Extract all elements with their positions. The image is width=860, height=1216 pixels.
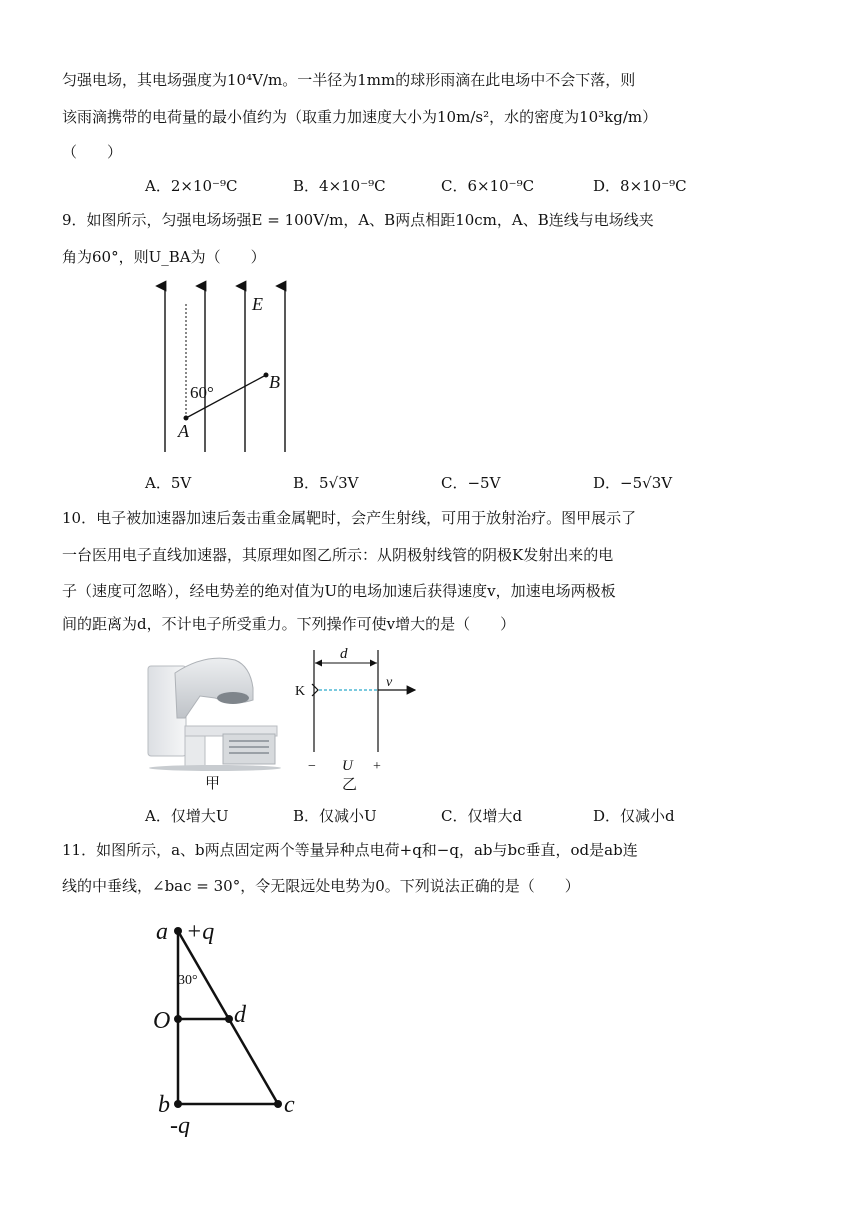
q10-line-4: 间的距离为d，不计电子所受重力。下列操作可使v增大的是（ ） <box>62 615 516 633</box>
point-o-label: O <box>153 1008 171 1034</box>
angle-label: 60° <box>190 383 214 402</box>
point-a-label: A <box>178 421 189 441</box>
q10-option-c: C．仅增大d <box>441 807 523 825</box>
q11-line-2: 线的中垂线，∠bac = 30°，令无限远处电势为0。下列说法正确的是（ ） <box>62 877 580 895</box>
velocity-label: v <box>386 675 393 690</box>
point-c-dot <box>274 1100 282 1108</box>
voltage-u-label: U <box>342 758 353 774</box>
distance-d-label: d <box>340 646 348 662</box>
q10-option-a: A．仅增大U <box>145 807 229 825</box>
q11-line-1: 11．如图所示，a、b两点固定两个等量异种点电荷+q和−q，ab与bc垂直，od是ab连 <box>62 841 638 859</box>
q8-option-d: D．8×10⁻⁹C <box>593 177 687 195</box>
q8-option-b: B．4×10⁻⁹C <box>293 177 386 195</box>
minus-q-label: -q <box>170 1113 190 1137</box>
q8-line-1: 匀强电场，其电场强度为10⁴V/m。一半径为1mm的球形雨滴在此电场中不会下落，则 <box>62 71 636 89</box>
point-a-dot <box>174 927 182 935</box>
figure-label-yi: 乙 <box>342 775 358 793</box>
point-b-dot <box>174 1100 182 1108</box>
q9-option-a: A．5V <box>145 474 192 492</box>
field-label-e: E <box>252 294 263 314</box>
q8-option-c: C．6×10⁻⁹C <box>441 177 535 195</box>
point-b-dot <box>264 373 269 378</box>
point-d-dot <box>225 1015 233 1023</box>
q9-field-figure <box>140 272 320 462</box>
q8-line-2: 该雨滴携带的电荷量的最小值约为（取重力加速度大小为10m/s²，水的密度为10³kg/m） <box>62 108 658 126</box>
point-b-label: B <box>269 372 280 392</box>
q10-option-d: D．仅减小d <box>593 807 675 825</box>
accelerator-photo <box>145 648 285 773</box>
q10-line-3: 子（速度可忽略），经电势差的绝对值为U的电场加速后获得速度v，加速电场两极板 <box>62 582 616 600</box>
q9-line-2: 角为60°，则U_BA为（ ） <box>62 248 266 266</box>
point-d-label: d <box>234 1002 246 1028</box>
minus-terminal: − <box>308 759 316 774</box>
figure-label-jia: 甲 <box>205 774 221 792</box>
cathode-label: K <box>295 684 306 699</box>
cathode-k <box>312 684 318 696</box>
q11-triangle-figure <box>150 912 320 1137</box>
q8-option-a: A．2×10⁻⁹C <box>145 177 238 195</box>
q9-option-c: C．−5V <box>441 474 501 492</box>
q10-line-1: 10．电子被加速器加速后轰击重金属靶时，会产生射线，可用于放射治疗。图甲展示了 <box>62 509 637 527</box>
q8-line-3: （ ） <box>62 143 123 161</box>
point-a-dot <box>184 416 189 421</box>
plus-q-label: +q <box>186 919 215 945</box>
point-b-label: b <box>158 1092 170 1118</box>
q9-option-b: B．5√3V <box>293 474 359 492</box>
q9-option-d: D．−5√3V <box>593 474 673 492</box>
q10-line-2: 一台医用电子直线加速器，其原理如图乙所示：从阴极射线管的阴极K发射出来的电 <box>62 546 614 564</box>
plus-terminal: + <box>373 759 381 774</box>
point-a-label: a <box>156 919 168 945</box>
angle-30-label: 30° <box>178 973 198 988</box>
q9-line-1: 9．如图所示，匀强电场场强E = 100V/m，A、B两点相距10cm，A、B连线与电场线夹 <box>62 211 654 229</box>
q10-option-b: B．仅减小U <box>293 807 377 825</box>
accelerator-schematic <box>290 644 420 778</box>
point-o-dot <box>174 1015 182 1023</box>
point-c-label: c <box>284 1092 295 1118</box>
